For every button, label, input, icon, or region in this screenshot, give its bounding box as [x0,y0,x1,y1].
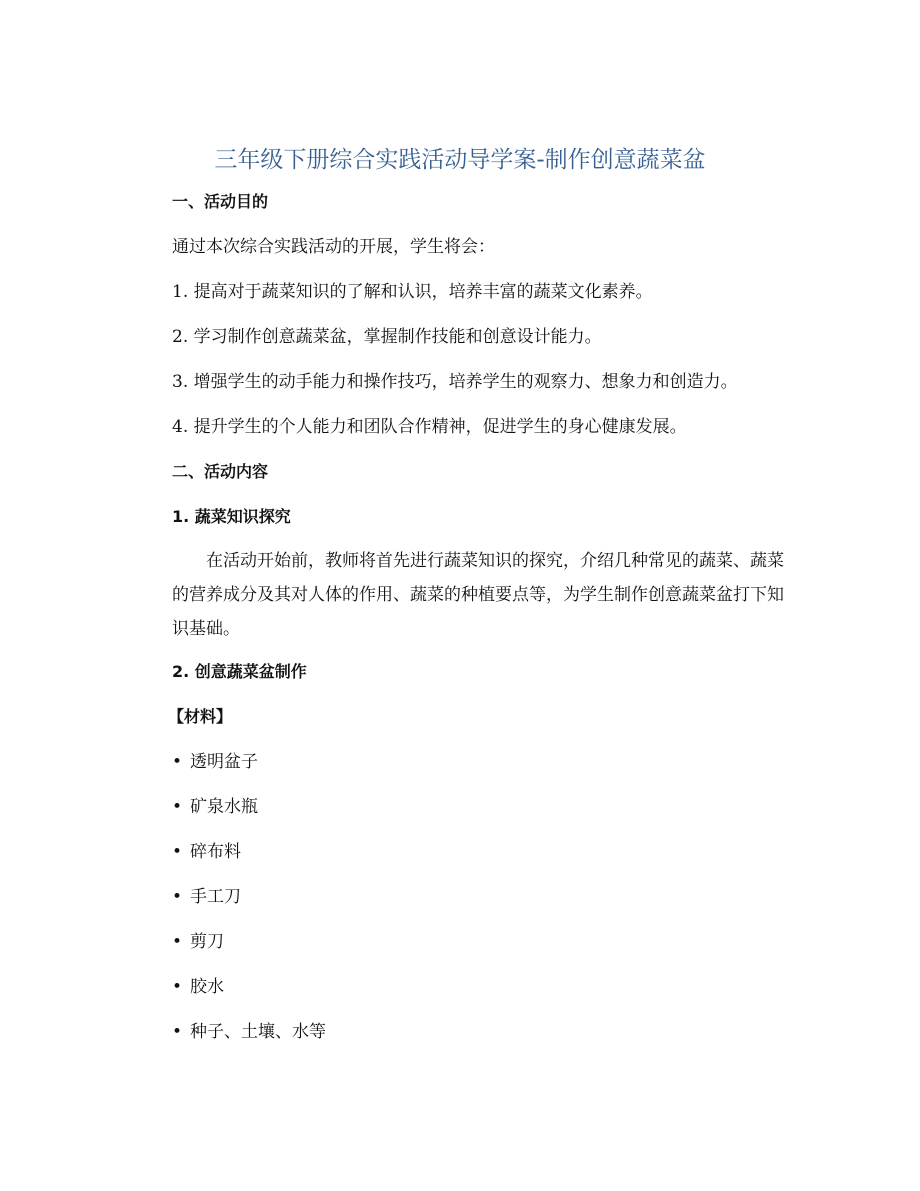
document-page [168,0,792,1044]
bullet-icon: • [172,797,183,817]
bullet-item [172,750,792,774]
bullet-item [172,930,792,954]
bullet-icon: • [172,752,183,772]
materials-label: 【材料】 [168,707,233,726]
list-item: 4. 提升学生的个人能力和团队合作精神，促进学生的身心健康发展。 [172,417,687,437]
list-item: 3. 增强学生的动手能力和操作技巧，培养学生的观察力、想象力和创造力。 [172,372,738,392]
bullet-icon: • [172,1022,183,1042]
bullet-text: 透明盆子 [190,752,258,772]
bullet-icon: • [172,842,183,862]
bullet-item [172,840,792,864]
subsection-heading: 2. 创意蔬菜盆制作 [172,662,307,681]
subsection-heading: 1. 蔬菜知识探究 [172,507,291,526]
bullet-text: 碎布料 [190,842,241,862]
bullet-item [172,795,792,819]
paragraph: 通过本次综合实践活动的开展，学生将会： [172,237,495,257]
document-title: 三年级下册综合实践活动导学案-制作创意蔬菜盆 [214,147,706,173]
bullet-item [172,885,792,909]
section-heading: 一、活动目的 [172,192,269,211]
list-item: 1. 提高对于蔬菜知识的了解和认识，培养丰富的蔬菜文化素养。 [172,282,653,302]
bullet-text: 胶水 [190,977,224,997]
bullet-icon: • [172,932,183,952]
bullet-text: 矿泉水瓶 [190,797,258,817]
bullet-icon: • [172,887,183,907]
list-item: 2. 学习制作创意蔬菜盆，掌握制作技能和创意设计能力。 [172,327,602,347]
bullet-text: 种子、土壤、水等 [190,1022,326,1042]
section-heading: 二、活动内容 [172,462,269,481]
bullet-item [172,975,792,999]
paragraph: 在活动开始前，教师将首先进行蔬菜知识的探究，介绍几种常见的蔬菜、蔬菜的营养成分及其对人体的作用、蔬菜的种植要点等，为学生制作创意蔬菜盆打下知识基础。 [172,551,784,639]
bullet-item [172,1020,792,1044]
bullet-icon: • [172,977,183,997]
bullet-text: 手工刀 [190,887,241,907]
bullet-text: 剪刀 [190,932,224,952]
